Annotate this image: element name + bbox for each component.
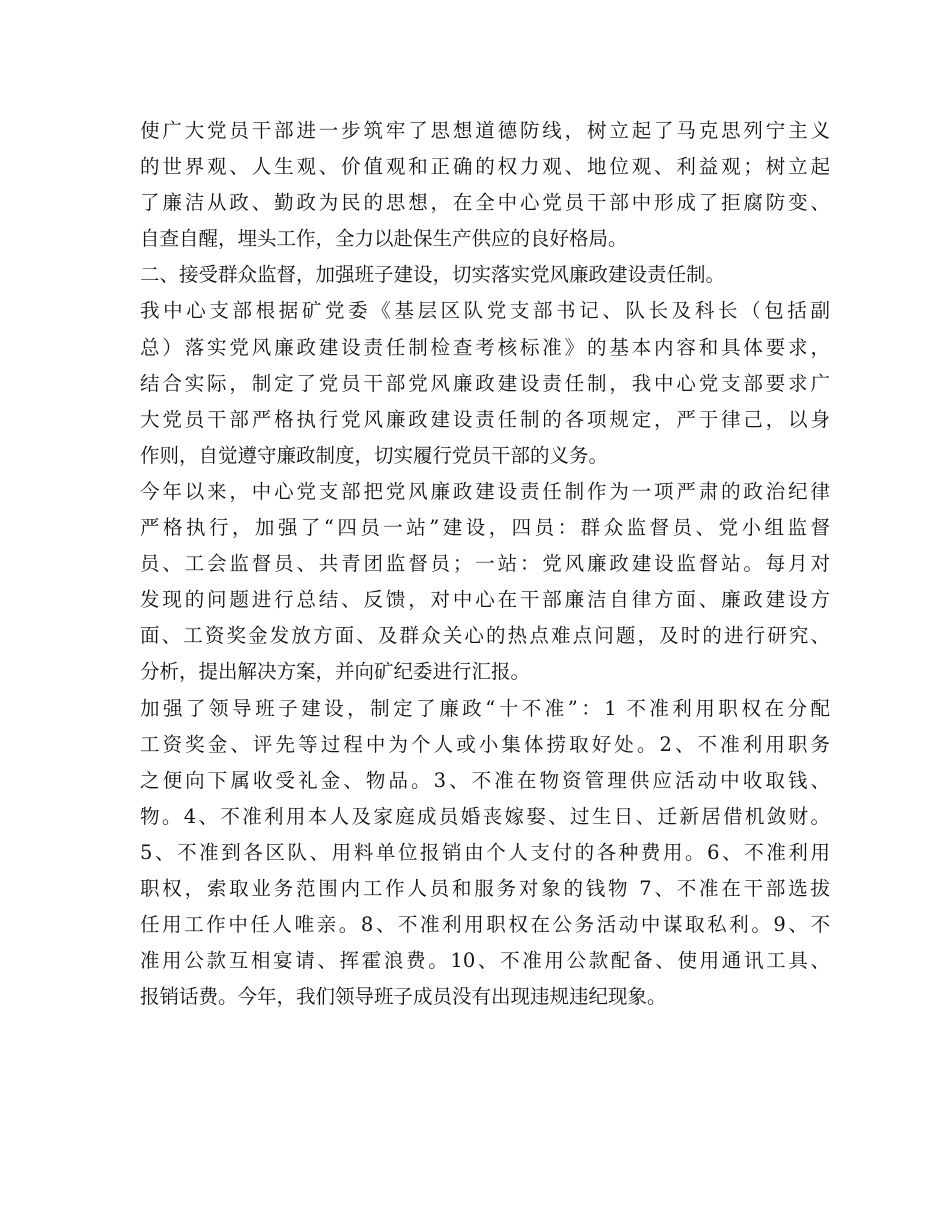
text-line: 任用工作中任人唯亲。8、不准利用职权在公务活动中谋取私利。9、不 bbox=[140, 913, 830, 937]
text-line: 物。4、不准利用本人及家庭成员婚丧嫁娶、过生日、迁新居借机敛财。 bbox=[140, 804, 830, 828]
text-line: 分析，提出解决方案，并向矿纪委进行汇报。 bbox=[140, 660, 531, 684]
text-line: 大党员干部严格执行党风廉政建设责任制的各项规定，严于律己，以身 bbox=[140, 407, 830, 431]
text-line: 使广大党员干部进一步筑牢了思想道德防线，树立起了马克思列宁主义 bbox=[140, 119, 830, 142]
text-line: 的世界观、人生观、价值观和正确的权力观、地位观、利益观；树立起 bbox=[140, 155, 830, 179]
text-line: 今年以来，中心党支部把党风廉政建设责任制作为一项严肃的政治纪律 bbox=[140, 479, 830, 503]
text-line: 员、工会监督员、共青团监督员；一站：党风廉政建设监督站。每月对 bbox=[140, 552, 830, 576]
document-body bbox=[140, 113, 830, 1015]
text-line: 结合实际，制定了党员干部党风廉政建设责任制，我中心党支部要求广 bbox=[140, 371, 830, 395]
text-line: 我中心支部根据矿党委《基层区队党支部书记、队长及科长（包括副 bbox=[140, 299, 830, 323]
text-line: 作则，自觉遵守廉政制度，切实履行党员干部的义务。 bbox=[140, 443, 609, 467]
text-line: 总）落实党风廉政建设责任制检查考核标准》的基本内容和具体要求， bbox=[140, 335, 830, 359]
text-line: 自查自醒，埋头工作，全力以赴保生产供应的良好格局。 bbox=[140, 227, 628, 251]
text-line: 面、工资奖金发放方面、及群众关心的热点难点问题，及时的进行研究、 bbox=[140, 624, 830, 648]
text-line: 了廉洁从政、勤政为民的思想，在全中心党员干部中形成了拒腐防变、 bbox=[140, 191, 830, 215]
section-heading: 二、接受群众监督，加强班子建设，切实落实党风廉政建设责任制。 bbox=[140, 263, 726, 287]
text-line: 工资奖金、评先等过程中为个人或小集体捞取好处。2、不准利用职务 bbox=[140, 732, 830, 756]
text-line: 发现的问题进行总结、反馈，对中心在干部廉洁自律方面、廉政建设方 bbox=[140, 588, 830, 612]
text-line: 职权，索取业务范围内工作人员和服务对象的钱物 7、不准在干部选拔 bbox=[140, 876, 830, 900]
text-line: 之便向下属收受礼金、物品。3、不准在物资管理供应活动中收取钱、 bbox=[140, 768, 830, 792]
text-line: 5、不准到各区队、用料单位报销由个人支付的各种费用。6、不准利用 bbox=[140, 840, 830, 864]
text-line: 报销话费。今年，我们领导班子成员没有出现违规违纪现象。 bbox=[140, 985, 667, 1009]
text-line: 加强了领导班子建设，制定了廉政“十不准”：1 不准利用职权在分配 bbox=[140, 696, 830, 720]
text-line: 严格执行，加强了“四员一站”建设，四员：群众监督员、党小组监督 bbox=[140, 516, 830, 540]
text-line: 准用公款互相宴请、挥霍浪费。10、不准用公款配备、使用通讯工具、 bbox=[140, 949, 830, 973]
